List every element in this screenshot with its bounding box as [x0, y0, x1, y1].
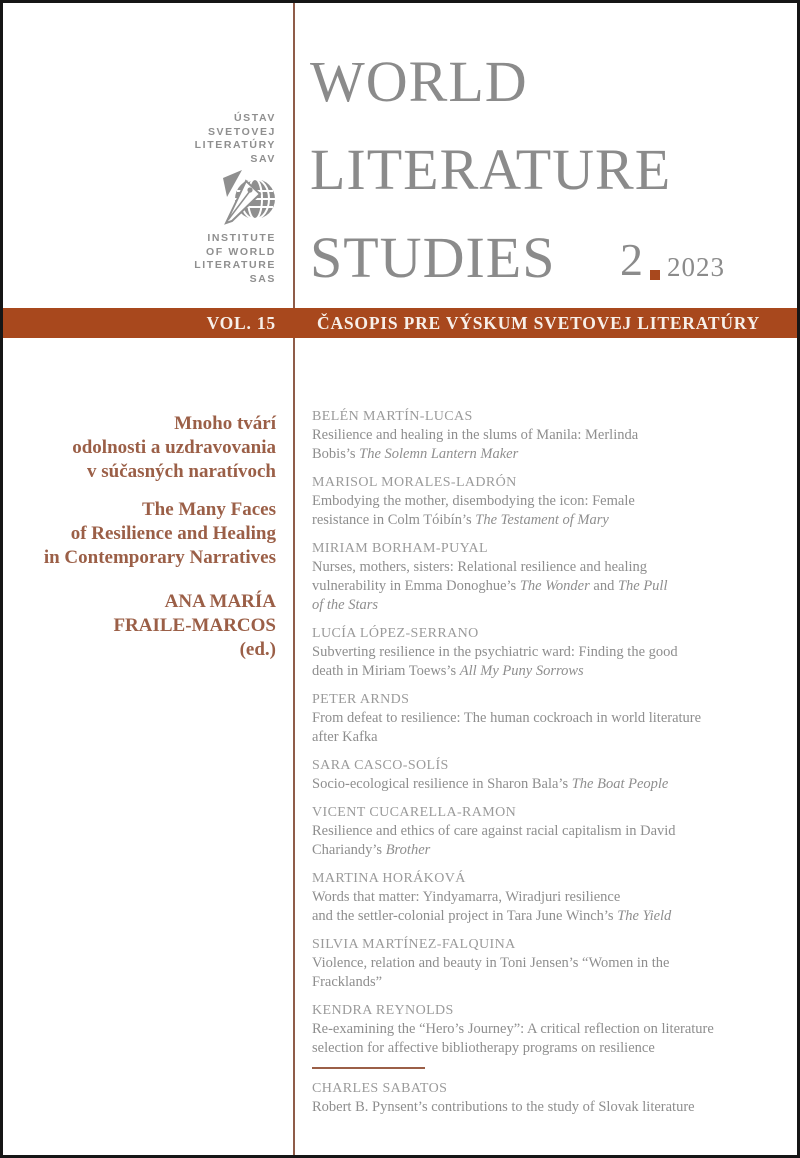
toc-entry — [312, 624, 792, 681]
toc-entry — [312, 803, 792, 860]
journal-tagline: ČASOPIS PRE VÝSKUM SVETOVEJ LITERATÚRY — [317, 313, 761, 333]
theme-editor: ANA MARÍA FRAILE-MARCOS (ed.) — [113, 591, 276, 660]
toc-author: MIRIAM BORHAM-PUYAL — [312, 541, 489, 556]
toc-entry — [312, 539, 792, 615]
section-divider — [312, 1067, 425, 1069]
toc-entry — [312, 690, 792, 747]
toc-title: Socio-ecological resilience in Sharon Bala’s The Boat People — [312, 776, 669, 792]
toc-title: Embodying the mother, disembodying the icon: Female resistance in Colm Tóibín’s The Testament of Mary — [312, 493, 635, 528]
toc-title: Words that matter: Yindyamarra, Wiradjuri resilience and the settler-colonial project in Tara June Winch’s The Yield — [312, 889, 672, 924]
institute-logo-block — [3, 112, 276, 286]
toc-title: Nurses, mothers, sisters: Relational resilience and healing vulnerability in Emma Donoghue’s The Wonder and The Pull of the Stars — [312, 559, 668, 613]
issue-number: 2 — [620, 234, 643, 285]
toc-title: Robert B. Pynsent’s contributions to the study of Slovak literature — [312, 1099, 695, 1115]
toc-author: BELÉN MARTÍN-LUCAS — [312, 409, 473, 424]
toc-title: Resilience and ethics of care against racial capitalism in David Chariandy’s Brother — [312, 823, 676, 858]
toc-title: Re-examining the “Hero’s Journey”: A critical reflection on literature selection for affective bibliotherapy programs on resilience — [312, 1021, 714, 1056]
volume-band — [3, 308, 797, 338]
institute-name-sk: ÚSTAV SVETOVEJ LITERATÚRY SAV — [194, 112, 276, 165]
theme-title-sk: Mnoho tvárí odolnosti a uzdravovania v súčasných naratívoch — [72, 413, 276, 482]
table-of-contents — [312, 407, 792, 1126]
issue-row — [620, 235, 725, 283]
toc-entry — [312, 407, 792, 464]
toc-author: VICENT CUCARELLA-RAMON — [312, 805, 517, 820]
toc-author: KENDRA REYNOLDS — [312, 1003, 454, 1018]
issue-year: 2023 — [667, 252, 725, 282]
toc-author: LUCÍA LÓPEZ-SERRANO — [312, 626, 479, 641]
toc-author: MARTINA HORÁKOVÁ — [312, 871, 466, 886]
theme-title-en: The Many Faces of Resilience and Healing in Contemporary Narratives — [43, 499, 276, 568]
toc-author: SARA CASCO-SOLÍS — [312, 758, 449, 773]
toc-title: Subverting resilience in the psychiatric ward: Finding the good death in Miriam Toews’s All My Puny Sorrows — [312, 644, 678, 679]
toc-title: Resilience and healing in the slums of Manila: Merlinda Bobis’s The Solemn Lantern Maker — [312, 427, 639, 462]
toc-entry — [312, 756, 792, 794]
toc-title: Violence, relation and beauty in Toni Jensen’s “Women in the Fracklands” — [312, 955, 670, 990]
vertical-rule — [293, 3, 295, 1155]
toc-entry — [312, 869, 792, 926]
toc-author: PETER ARNDS — [312, 692, 410, 707]
institute-name-en: INSTITUTE OF WORLD LITERATURE SAS — [194, 232, 276, 285]
journal-title: WORLD LITERATURE STUDIES — [310, 49, 672, 290]
toc-author: CHARLES SABATOS — [312, 1081, 448, 1096]
toc-author: SILVIA MARTÍNEZ-FALQUINA — [312, 937, 516, 952]
issue-theme-block — [3, 412, 276, 662]
toc-author: MARISOL MORALES-LADRÓN — [312, 475, 517, 490]
toc-entry — [312, 473, 792, 530]
toc-entry — [312, 1079, 792, 1117]
logo-icon-row — [3, 169, 276, 230]
globe-pen-icon — [222, 169, 276, 230]
volume-label: VOL. 15 — [206, 313, 276, 333]
toc-entry — [312, 1001, 792, 1058]
toc-entry — [312, 935, 792, 992]
issue-dot — [650, 270, 660, 280]
toc-title: From defeat to resilience: The human cockroach in world literature after Kafka — [312, 710, 702, 745]
